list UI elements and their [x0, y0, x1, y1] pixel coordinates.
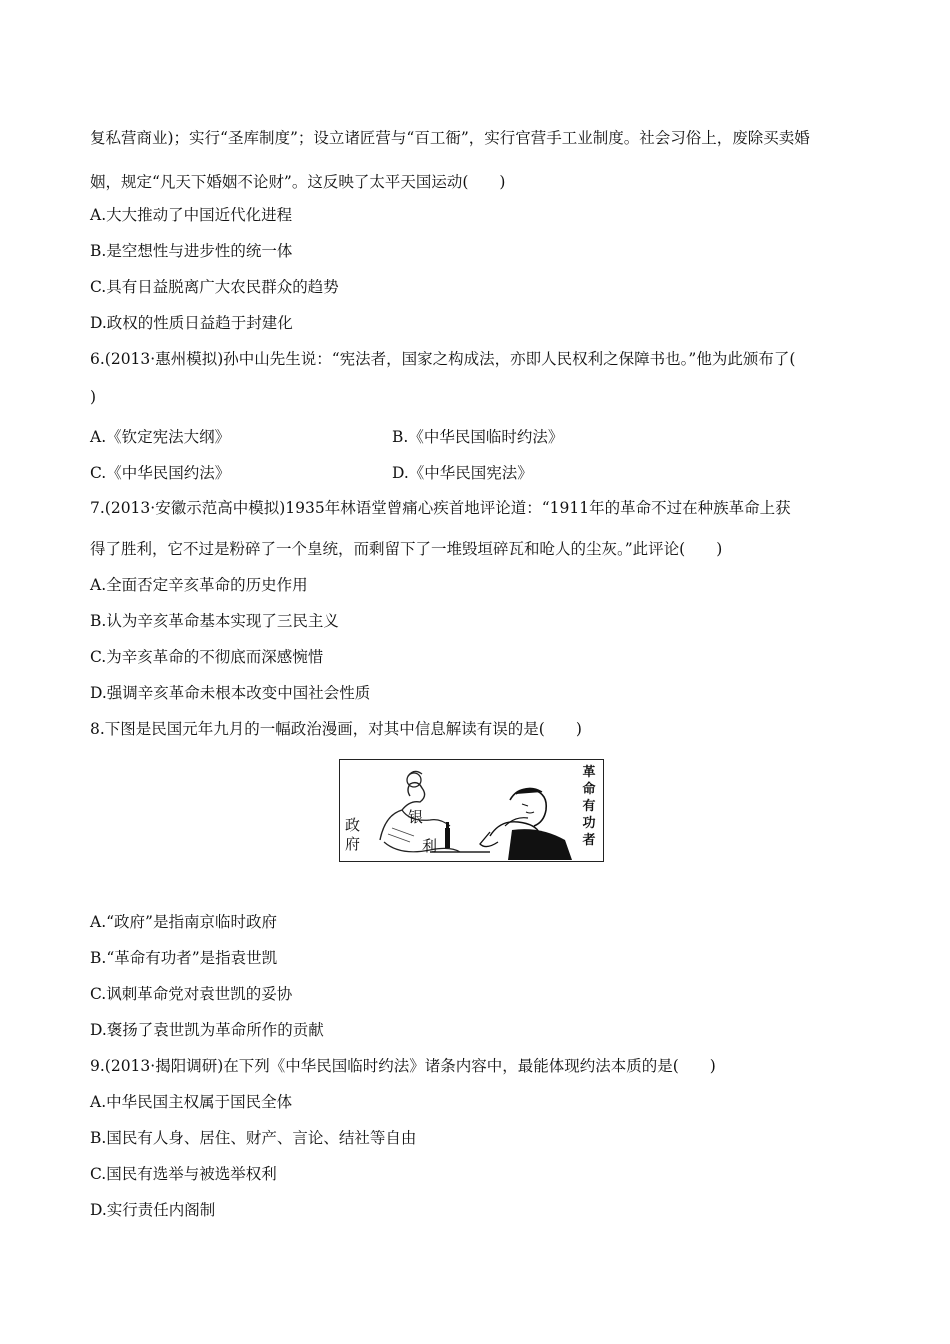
q5-option-c: C.具有日益脱离广大农民群众的趋势	[90, 278, 339, 296]
q6-option-c: C.《中华民国约法》	[90, 464, 231, 482]
q9-option-b: B.国民有人身、居住、财产、言论、结社等自由	[90, 1129, 417, 1147]
q9-stem: 9.(2013·揭阳调研)在下列《中华民国临时约法》诸条内容中，最能体现约法本质的是( )	[90, 1057, 716, 1075]
cartoon-label-profit: 利	[422, 837, 438, 855]
q7-option-c: C.为辛亥革命的不彻底而深感惋惜	[90, 648, 324, 666]
q8-option-c: C.讽刺革命党对袁世凯的妥协	[90, 985, 293, 1003]
q8-option-b: B.“革命有功者”是指袁世凯	[90, 949, 278, 967]
q7-option-a: A.全面否定辛亥革命的历史作用	[90, 576, 308, 594]
cartoon-label-gov-2: 府	[345, 835, 361, 853]
q5-stem-line2: 姻，规定“凡天下婚姻不论财”。这反映了太平天国运动( )	[90, 173, 506, 191]
q5-option-a: A.大大推动了中国近代化进程	[90, 206, 293, 224]
q6-option-d: D.《中华民国宪法》	[392, 464, 533, 482]
q6-option-b: B.《中华民国临时约法》	[392, 428, 564, 446]
cartoon-drawing	[340, 760, 604, 862]
q6-option-a: A.《钦定宪法大纲》	[90, 428, 231, 446]
political-cartoon	[339, 759, 604, 862]
q7-stem-line1: 7.(2013·安徽示范高中模拟)1935年林语堂曾痛心疾首地评论道：“1911年的革命不过在种族革命上获	[90, 499, 791, 517]
q9-option-a: A.中华民国主权属于国民全体	[90, 1093, 293, 1111]
q7-option-d: D.强调辛亥革命未根本改变中国社会性质	[90, 684, 371, 702]
q5-option-d: D.政权的性质日益趋于封建化	[90, 314, 293, 332]
q7-stem-line2: 得了胜利，它不过是粉碎了一个皇统，而剩留下了一堆毁垣碎瓦和呛人的尘灰。”此评论( )	[90, 540, 723, 558]
cartoon-label-gov-1: 政	[345, 816, 361, 834]
q5-option-b: B.是空想性与进步性的统一体	[90, 242, 293, 260]
q5-stem-line1: 复私营商业)；实行“圣库制度”；设立诸匠营与“百工衙”，实行官营手工业制度。社会习俗上，废除买卖婚	[90, 129, 810, 147]
q9-option-d: D.实行责任内阁制	[90, 1201, 216, 1219]
q8-option-d: D.褒扬了袁世凯为革命所作的贡献	[90, 1021, 324, 1039]
q9-option-c: C.国民有选举与被选举权利	[90, 1165, 277, 1183]
q8-stem: 8.下图是民国元年九月的一幅政治漫画，对其中信息解读有误的是( )	[90, 720, 582, 738]
q8-option-a: A.“政府”是指南京临时政府	[90, 913, 277, 931]
q7-option-b: B.认为辛亥革命基本实现了三民主义	[90, 612, 339, 630]
cartoon-label-silver: 银	[408, 808, 424, 826]
q6-stem-line2: )	[90, 388, 97, 406]
q6-stem-line1: 6.(2013·惠州模拟)孙中山先生说：“宪法者，国家之构成法，亦即人民权利之保障书也。”他为此颁布了(	[90, 350, 796, 368]
cartoon-label-vertical: 革命有功者	[582, 765, 596, 848]
